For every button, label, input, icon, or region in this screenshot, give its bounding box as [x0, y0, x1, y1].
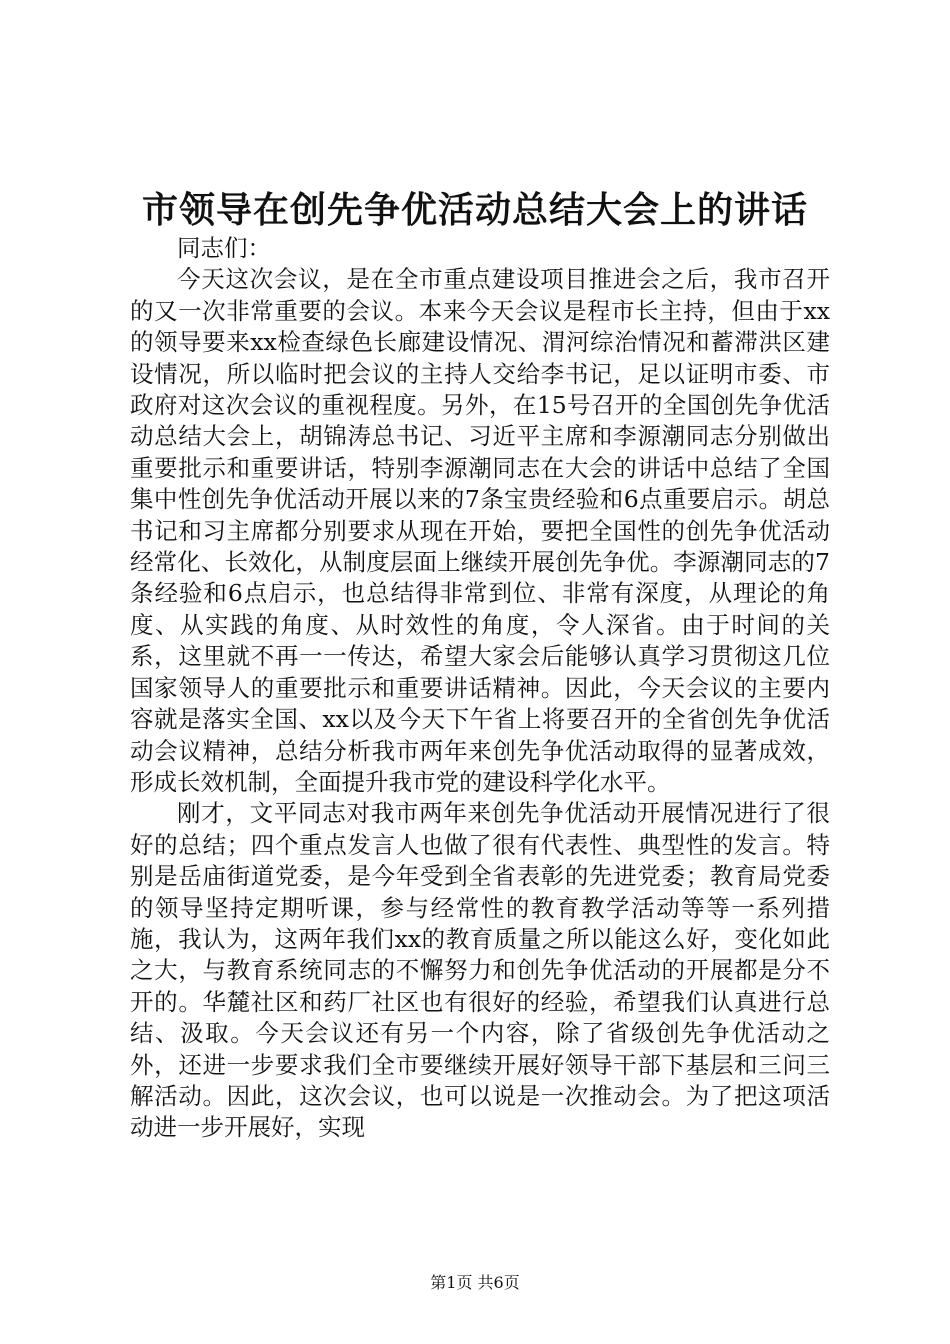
salutation: 同志们： [177, 234, 271, 262]
document-title: 市领导在创先争优活动总结大会上的讲话 [141, 189, 808, 231]
paragraph-2: 刚才，文平同志对我市两年来创先争优活动开展情况进行了很好的总结；四个重点发言人也做了很有代表性、典型性的发言。特别是岳庙街道党委，是今年受到全省表彰的先进党委；教育局党委的领导坚持定期听课，参与经常性的教育教学活动等等一系列措施，我认为，这两年我们xx的教育质量之所以能这么好，变化如此之大，与教育系统同志的不懈努力和创先争优活动的开展都是分不开的。华麓社区和药厂社区也有很好的经验，希望我们认真进行总结、汲取。今天会议还有另一个内容，除了省级创先争优活动之外，还进一步要求我们全市要继续开展好领导干部下基层和三问三解活动。因此，这次会议，也可以说是一次推动会。为了把这项活动进一步开展好，实现 [130, 799, 830, 1142]
page-footer: 第1页 共6页 [430, 1273, 520, 1292]
paragraph-1: 今天这次会议，是在全市重点建设项目推进会之后，我市召开的又一次非常重要的会议。本来今天会议是程市长主持，但由于xx的领导要来xx检查绿色长廊建设情况、渭河综治情况和蓄滞洪区建设情况，所以临时把会议的主持人交给李书记，足以证明市委、市政府对这次会议的重视程度。另外，在15号召开的全国创先争优活动总结大会上，胡锦涛总书记、习近平主席和李源潮同志分别做出重要批示和重要讲话，特别李源潮同志在大会的讲话中总结了全国集中性创先争优活动开展以来的7条宝贵经验和6点重要启示。胡总书记和习主席都分别要求从现在开始，要把全国性的创先争优活动经常化、长效化，从制度层面上继续开展创先争优。李源潮同志的7条经验和6点启示，也总结得非常到位、非常有深度，从理论的角度、从实践的角度、从时效性的角度，令人深省。由于时间的关系，这里就不再一一传达，希望大家会后能够认真学习贯彻这几位国家领导人的重要批示和重要讲话精神。因此，今天会议的主要内容就是落实全国、xx以及今天下午省上将要召开的全省创先争优活动会议精神，总结分析我市两年来创先争优活动取得的显著成效，形成长效机制，全面提升我市党的建设科学化水平。 [130, 265, 830, 796]
document-body [130, 233, 830, 1144]
